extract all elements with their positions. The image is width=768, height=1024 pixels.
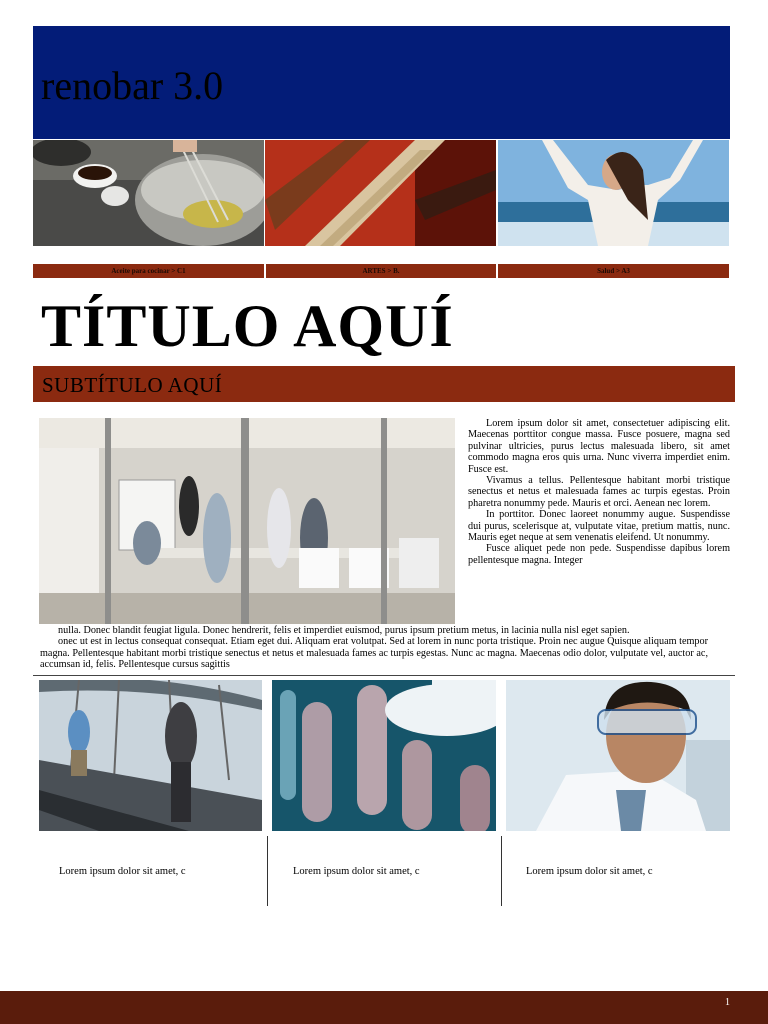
masthead-title: renobar 3.0 — [41, 63, 224, 108]
category-label: ARTES > B. — [362, 267, 400, 275]
photo-caption: Lorem ipsum dolor sit amet, c — [293, 866, 420, 877]
article-column-text — [468, 418, 730, 566]
test-tubes-photo — [272, 680, 496, 831]
page-number: 1 — [725, 997, 730, 1008]
category-label: Aceite para cocinar > C1 — [111, 267, 186, 275]
article-title: TÍTULO AQUÍ — [41, 293, 454, 359]
cooking-photo — [33, 140, 264, 246]
category-bar-arts — [266, 264, 496, 278]
business-walkway-photo — [39, 680, 262, 831]
photo-caption: Lorem ipsum dolor sit amet, c — [59, 866, 186, 877]
paragraph: Lorem ipsum dolor sit amet, consectetuer adipiscing elit. Maecenas porttitor congue massa. Fusce posuere, magna sed pulvinar ultricies, purus lectus malesuada libero, sit amet commodo magna eros quis urna. Nunc viverra imperdiet enim. Fusce est. — [468, 418, 730, 475]
column-divider — [501, 836, 502, 906]
footer-bar — [0, 991, 768, 1024]
masthead — [33, 26, 730, 139]
paragraph: Vivamus a tellus. Pellentesque habitant morbi tristique senectus et netus et malesuada fames ac turpis egestas. Proin pharetra nonummy pede. Mauris et orci. Aenean nec lorem. — [468, 475, 730, 509]
meeting-room-photo — [39, 418, 455, 624]
arts-photo — [265, 140, 496, 246]
subtitle-bar — [33, 366, 735, 402]
column-divider — [267, 836, 268, 906]
health-photo — [498, 140, 729, 246]
section-divider — [33, 675, 735, 676]
paragraph: onec ut est in lectus consequat consequat. Etiam eget dui. Aliquam erat volutpat. Sed at lorem in nunc porta tristique. Proin nec augue Quisque aliquam tempor magna. Pellentesque habitant morbi tristique senectus et netus et malesuada fames ac turpis egestas. Nunc ac magna. Maecenas odio dolor, vulputate vel, auctor ac, accumsan id, felis. Pellentesque cursus sagittis — [40, 636, 708, 671]
scientist-photo — [506, 680, 730, 831]
paragraph: nulla. Donec blandit feugiat ligula. Donec hendrerit, felis et imperdiet euismod, purus ipsum pretium metus, in lacinia nulla nisl eget sapien. — [58, 625, 630, 636]
paragraph: In porttitor. Donec laoreet nonummy augue. Suspendisse dui purus, scelerisque at, vulputate vitae, pretium mattis, nunc. Mauris eget neque at sem venenatis eleifend. Ut nonummy. — [468, 509, 730, 544]
paragraph: Fusce aliquet pede non pede. Suspendisse dapibus lorem pellentesque magna. Integer — [468, 543, 730, 566]
photo-caption: Lorem ipsum dolor sit amet, c — [526, 866, 653, 877]
category-bar-cooking — [33, 264, 264, 278]
article-subtitle: SUBTÍTULO AQUÍ — [42, 373, 223, 397]
category-bar-health — [498, 264, 729, 278]
category-label: Salud > A3 — [597, 267, 630, 275]
article-wide-text — [40, 625, 708, 671]
